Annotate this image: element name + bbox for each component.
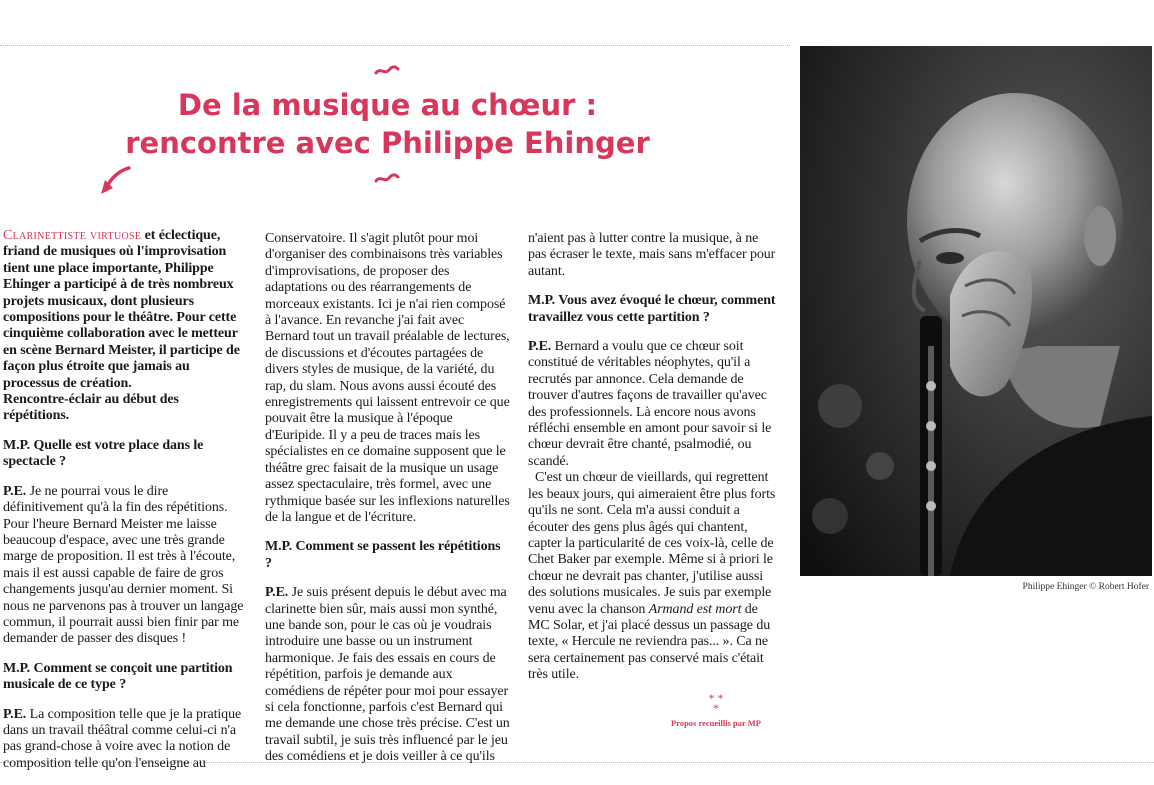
question-1: M.P. Quelle est votre place dans le spectacle ? xyxy=(3,437,204,470)
song-title: Armand est mort xyxy=(648,601,742,617)
article-title xyxy=(100,86,675,162)
question-4: M.P. Vous avez évoqué le chœur, comment travaillez vous cette partition ? xyxy=(528,293,776,325)
arrow-swirl-icon xyxy=(95,164,135,198)
intro-last-line: Rencontre-éclair au début des répétitions. xyxy=(3,392,179,424)
answer-2-start: P.E. La composition telle que je la pratique dans un travail théâtral comme celui-ci n'a pas grand-chose à voire avec la notion de composition telle qu'on l'enseigne au xyxy=(3,706,242,771)
top-divider xyxy=(0,45,790,46)
title-line-1: De la musique au chœur : xyxy=(177,88,598,122)
answer-2-continued: Conservatoire. Il s'agit plutôt pour moi d'organiser des combinaisons très variables d'improvisations, de proposer des adaptations ou des réarrangements de morceaux existants. Ici je n'ai rien composé à l'avance. En revanche j'ai fait avec Bernard tout un travail préalable de lectures, de discussions et d'écoutes partagées de divers styles de musique, de la variété, du rap, du slam. Nous avons aussi écouté des enregistrements qui laissent entrevoir ce que pouvait être la musique à l'époque d'Euripide. Il y a peu de traces mais les spécialistes en ce domaine supposent que le théâtre grec faisait de la musique un usage assez spectaculaire, très formel, avec une rythmique basée sur les inflexions naturelles de la langue et de l'écriture. xyxy=(265,231,510,525)
question-2: M.P. Comment se conçoit une partition musicale de ce type ? xyxy=(3,660,233,693)
intro-paragraph xyxy=(3,228,247,392)
photo-caption: Philippe Ehinger © Robert Hofer xyxy=(1022,582,1149,592)
intro-lead-text: et éclectique, friand de musiques où l'improvisation tient une place importante, Philippe Ehinger a participé à de très nombreux projets musicaux, dont plusieurs compositions pour le théâtre. Pour cette cinquième collaboration avec le metteur en scène Bernard Meister, il participe de façon plus étroite que jamais au processus de création. xyxy=(3,228,240,391)
ornament-stars: * * * xyxy=(708,691,724,715)
answer-3-continued: n'aient pas à lutter contre la musique, à ne pas écraser le texte, mais sans m'effacer pour autant. xyxy=(528,231,776,279)
portrait-illustration xyxy=(800,46,1152,576)
answer-4: P.E. Bernard a voulu que ce chœur soit constitué de véritables néophytes, qu'il a recrutés par annonce. Cela demande de trouver d'autres façons de travailler qu'avec des professionnels. Là encore nous avons réfléchi ensemble en amont pour savoir si le chœur devrait être chanté, psalmodié, ou scandé. xyxy=(528,339,772,469)
answer-3-start: P.E. Je suis présent depuis le début avec ma clarinette bien sûr, mais aussi mon synthé, une bande son, pour le cas où je voudrais introduire une basse ou un instrument harmonique. Je fais des essais en cours de répétition, parfois je demande aux comédiens de répéter pour moi pour essayer si cela fonctionne, parfois c'est Bernard qui me demande une chose très précise. C'est un travail subtil, je suis très influencé par le jeu des comédiens et je dois veiller à ce qu'ils xyxy=(265,585,510,765)
signoff-text: Propos recueillis par MP xyxy=(671,718,761,728)
swirl-bottom-icon xyxy=(374,172,400,186)
question-3: M.P. Comment se passent les répétitions ? xyxy=(265,539,501,571)
portrait-photo xyxy=(800,46,1152,576)
title-line-2: rencontre avec Philippe Ehinger xyxy=(125,126,650,160)
text-column-3 xyxy=(528,231,776,697)
swirl-top-icon xyxy=(374,64,400,78)
intro-lead-smallcaps: Clarinettiste virtuose xyxy=(3,228,142,243)
text-column-2 xyxy=(265,231,510,766)
answer-1: P.E. Je ne pourrai vous le dire définitivement qu'à la fin des répétitions. Pour l'heure Bernard Meister me laisse beaucoup d'espace, avec une très grande marge de proposition. Il est très à l'écoute, mais il est aussi capable de faire de gros changements jusqu'au dernier moment. Si nous ne parvenons pas à trouver un langage commun, il pourrait aussi bien finir par me demander de passer des disques ! xyxy=(3,483,244,647)
answer-4-continued: C'est un chœur de vieillards, qui regrettent les beaux jours, qui aimeraient être plus forts qu'ils ne sont. Cela m'a aussi conduit a écouter des gens plus âgés qui chantent, capter la particularité de ces voix-là, celle de Chet Baker par exemple. Même si à priori le chœur ne devrait pas chanter, j'utilise aussi des solutions musicales. Je suis par exemple venu avec la chanson Armand est mort de MC Solar, et j'ai placé dessus un passage du texte, « Hercule ne reviendra pas... ». Ca ne sera certainement pas conservé mais c'était très utile. xyxy=(528,470,776,683)
text-column-1 xyxy=(3,228,247,785)
